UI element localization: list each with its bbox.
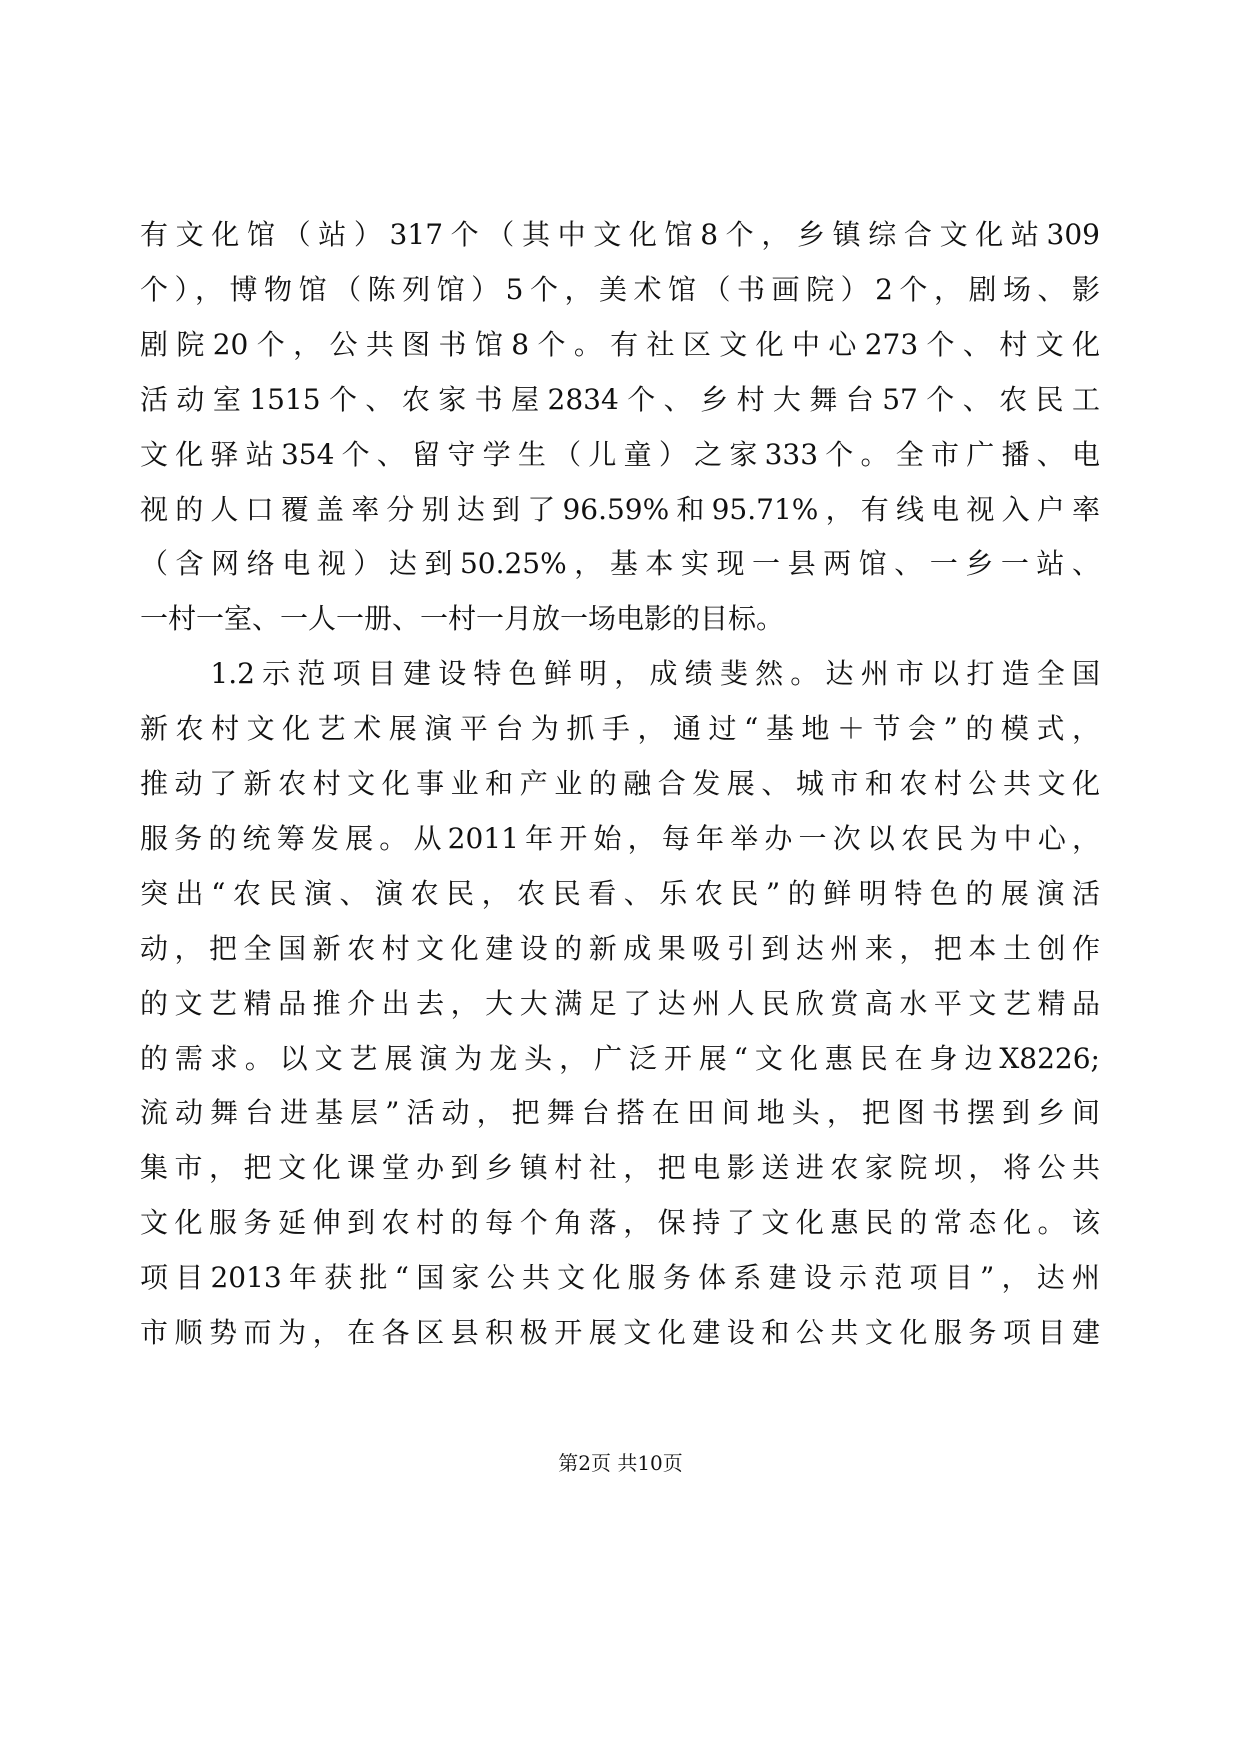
page-number-footer: 第2页 共10页 — [558, 1451, 683, 1475]
text-line: 个），博物馆（陈列馆）5个，美术馆（书画院）2个，剧场、影 — [140, 272, 1100, 306]
text-line: 一村一室、一人一册、一村一月放一场电影的目标。 — [140, 602, 785, 636]
text-line: 流动舞台进基层”活动，把舞台搭在田间地头，把图书摆到乡间 — [140, 1096, 1100, 1130]
text-line: 推动了新农村文化事业和产业的融合发展、城市和农村公共文化 — [140, 767, 1100, 800]
text-line: 剧院20个，公共图书馆8个。有社区文化中心273个、村文化 — [140, 327, 1100, 361]
text-line: 文化驿站354个、留守学生（儿童）之家333个。全市广播、电 — [140, 437, 1100, 471]
text-line: 1.2示范项目建设特色鲜明，成绩斐然。达州市以打造全国 — [140, 657, 1100, 691]
text-line: 活动室1515个、农家书屋2834个、乡村大舞台57个、农民工 — [140, 382, 1100, 416]
text-line: 视的人口覆盖率分别达到了96.59%和95.71%，有线电视入户率 — [140, 492, 1100, 526]
text-line: （含网络电视）达到50.25%，基本实现一县两馆、一乡一站、 — [140, 547, 1100, 581]
text-line: 的文艺精品推介出去，大大满足了达州人民欣赏高水平文艺精品 — [140, 986, 1100, 1020]
text-line: 突出“农民演、演农民，农民看、乐农民”的鲜明特色的展演活 — [140, 876, 1100, 910]
text-line: 动，把全国新农村文化建设的新成果吸引到达州来，把本土创作 — [140, 931, 1100, 965]
text-line: 新农村文化艺术展演平台为抓手，通过“基地＋节会”的模式， — [140, 712, 1100, 746]
text-line: 项目2013年获批“国家公共文化服务体系建设示范项目”，达州 — [140, 1261, 1100, 1295]
text-line: 文化服务延伸到农村的每个角落，保持了文化惠民的常态化。该 — [140, 1206, 1100, 1240]
text-line: 集市，把文化课堂办到乡镇村社，把电影送进农家院坝，将公共 — [140, 1151, 1100, 1185]
text-line: 的需求。以文艺展演为龙头，广泛开展“文化惠民在身边X8226; — [140, 1041, 1100, 1075]
text-line: 有文化馆（站）317个（其中文化馆8个，乡镇综合文化站309 — [140, 218, 1100, 251]
text-line: 服务的统筹发展。从2011年开始，每年举办一次以农民为中心， — [140, 821, 1100, 855]
text-line: 市顺势而为，在各区县积极开展文化建设和公共文化服务项目建 — [140, 1316, 1100, 1349]
